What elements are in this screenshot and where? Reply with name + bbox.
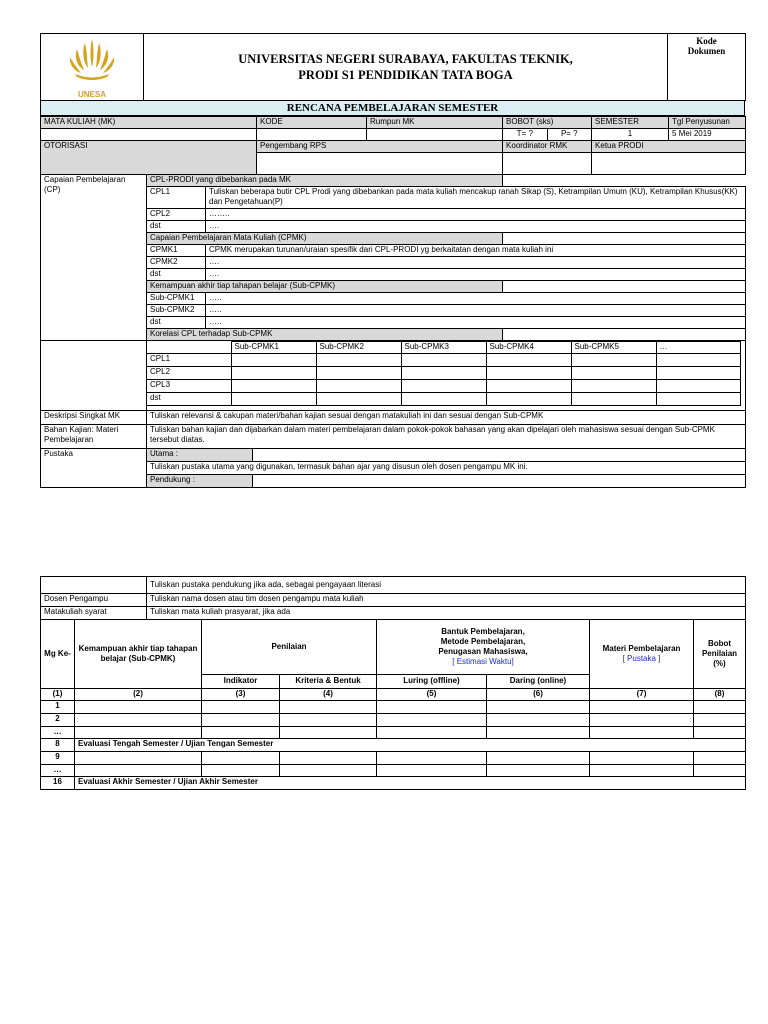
week-number: 8 [41, 738, 75, 751]
koordinator-label: Koordinator RMK [503, 140, 592, 152]
university-line-2: PRODI S1 PENDIDIKAN TATA BOGA [298, 68, 513, 82]
korelasi-row-cpl2: CPL2 [147, 366, 231, 379]
bantuk-header [377, 620, 590, 674]
pendukung-text: Tuliskan pustaka pendukung jika ada, sebagai pengayaan literasi [147, 577, 746, 594]
cell[interactable] [694, 764, 746, 776]
pengembang-value[interactable] [257, 152, 503, 174]
semester-label: SEMESTER [592, 116, 669, 128]
korelasi-row-cpl3: CPL3 [147, 379, 231, 392]
korelasi-row-cpl1: CPL1 [147, 353, 231, 366]
cpmk2-code: CPMK2 [147, 256, 206, 268]
blank-cell [503, 174, 746, 186]
matrix-cell[interactable] [486, 366, 571, 379]
kemampuan-header: Kemampuan akhir tiap tahapan belajar (Sub-CPMK) [75, 620, 202, 688]
matrix-cell[interactable] [571, 353, 656, 366]
blank-cell [503, 328, 746, 340]
kode-label-1: Kode [696, 36, 717, 46]
bobot-line-3: (%) [713, 658, 726, 668]
tgl-label: Tgl Penyusunan [669, 116, 746, 128]
week-number: 1 [41, 700, 75, 713]
table-row [41, 764, 746, 776]
mg-header: Mg Ke- [41, 620, 75, 688]
matrix-cell[interactable] [231, 379, 316, 392]
dst2-code: dst [147, 268, 206, 280]
cell[interactable] [75, 713, 202, 726]
matrix-cell[interactable] [486, 392, 571, 405]
daring-header: Daring (online) [487, 674, 590, 688]
bobot-line-2: Penilaian [701, 648, 738, 658]
cpl1-text: Tuliskan beberapa butir CPL Prodi yang dibebankan pada mata kuliah mencakup ranah Sikap (S), Ketrampilan Umum (KU), Ketrampilan Khusus(KK) dan Pengetahuan(P) [206, 186, 746, 208]
dst2-text: …. [206, 268, 746, 280]
cell[interactable] [377, 764, 487, 776]
header-table [40, 33, 746, 101]
cell[interactable] [694, 700, 746, 713]
unesa-logo [61, 35, 123, 91]
bobot-label: BOBOT (sks) [503, 116, 592, 128]
syarat-label: Matakuliah syarat [41, 607, 147, 620]
cell[interactable] [75, 700, 202, 713]
matrix-cell[interactable] [401, 379, 486, 392]
blank-cell [253, 475, 746, 488]
col-num-6: (6) [487, 688, 590, 700]
uts-row: Evaluasi Tengah Semester / Ujian Tengan Semester [75, 738, 746, 751]
cpmk-header: Capaian Pembelajaran Mata Kuliah (CPMK) [147, 232, 503, 244]
bantuk-line-3: Penugasan Mahasiswa, [438, 646, 528, 656]
uas-row: Evaluasi Akhir Semester / Ujian Akhir Semester [75, 776, 746, 789]
tgl-value[interactable]: 5 Mei 2019 [669, 128, 746, 140]
cell[interactable] [202, 726, 280, 738]
cell[interactable] [75, 764, 202, 776]
cell[interactable] [280, 751, 377, 764]
koordinator-value[interactable] [503, 152, 592, 174]
pengembang-label: Pengembang RPS [257, 140, 503, 152]
pustaka-label: Pustaka [41, 449, 147, 488]
matrix-corner [147, 341, 231, 353]
cpl2-code: CPL2 [147, 208, 206, 220]
page2-info-table [40, 576, 746, 620]
main-table [40, 116, 746, 341]
kode-value[interactable] [257, 128, 367, 140]
rumpun-label: Rumpun MK [367, 116, 503, 128]
p-value: P= ? [560, 128, 578, 138]
cpl2-text: …….. [206, 208, 746, 220]
korelasi-col-1: Sub-CPMK1 [231, 341, 316, 353]
dst3-code: dst [147, 316, 206, 328]
cpmk1-text: CPMK merupakan turunan/uraian spesifik dari CPL-PRODI yg berkaitatan dengan mata kuliah ini [206, 244, 746, 256]
syarat-text: Tuliskan mata kuliah prasyarat, jika ada [147, 607, 746, 620]
matrix-cell[interactable] [231, 392, 316, 405]
matrix-cell[interactable] [571, 379, 656, 392]
matrix-cell[interactable] [316, 353, 401, 366]
matrix-cell[interactable] [656, 379, 740, 392]
detail-table [40, 411, 746, 489]
cpl1-code: CPL1 [147, 186, 206, 208]
cell[interactable] [487, 700, 590, 713]
bobot-value[interactable] [503, 128, 592, 140]
cell[interactable] [202, 713, 280, 726]
kode-dokumen-cell [668, 34, 746, 101]
cell[interactable] [377, 726, 487, 738]
pustaka-utama-label: Utama : [147, 449, 253, 462]
penilaian-header: Penilaian [202, 620, 377, 674]
korelasi-matrix [147, 341, 741, 406]
dst3-text: ….. [206, 316, 746, 328]
otorisasi-label: OTORISASI [41, 140, 257, 174]
sub1-text: ….. [206, 292, 746, 304]
schedule-table [40, 620, 746, 790]
korelasi-col-6: … [656, 341, 740, 353]
korelasi-col-2: Sub-CPMK2 [316, 341, 401, 353]
matrix-cell[interactable] [656, 353, 740, 366]
matrix-cell[interactable] [656, 366, 740, 379]
blank-cell [503, 232, 746, 244]
mata-kuliah-label: MATA KULIAH (MK) [41, 116, 257, 128]
korelasi-col-5: Sub-CPMK5 [571, 341, 656, 353]
cell[interactable] [590, 726, 694, 738]
cell[interactable] [377, 700, 487, 713]
cell[interactable] [694, 751, 746, 764]
deskripsi-text: Tuliskan relevansi & cakupan materi/bahan kajian sesuai dengan matakuliah ini dan sesuai dengan Sub-CPMK [147, 411, 746, 425]
cpmk2-text: …. [206, 256, 746, 268]
subcpmk-header: Kemampuan akhir tiap tahapan belajar (Sub-CPMK) [147, 280, 503, 292]
rps-form-page2 [40, 576, 745, 790]
matrix-cell[interactable] [486, 379, 571, 392]
matrix-cell[interactable] [656, 392, 740, 405]
week-number: … [41, 764, 75, 776]
cell[interactable] [75, 751, 202, 764]
rumpun-value[interactable] [367, 128, 503, 140]
title-table [40, 101, 745, 116]
table-row [41, 751, 746, 764]
cell[interactable] [280, 726, 377, 738]
week-number: 9 [41, 751, 75, 764]
week-number: 16 [41, 776, 75, 789]
bobot-line-1: Bobot [707, 638, 732, 648]
cell[interactable] [590, 700, 694, 713]
luring-header: Luring (offline) [377, 674, 487, 688]
matrix-cell[interactable] [401, 353, 486, 366]
table-row [41, 700, 746, 713]
cell[interactable] [280, 713, 377, 726]
dosen-text: Tuliskan nama dosen atau tim dosen pengampu mata kuliah [147, 594, 746, 607]
bahan-label: Bahan Kajian: Materi Pembelajaran [41, 425, 147, 449]
sub2-text: ….. [206, 304, 746, 316]
ketua-value[interactable] [592, 152, 746, 174]
week-number: 2 [41, 713, 75, 726]
dst1-code: dst [147, 220, 206, 232]
matrix-cell[interactable] [486, 353, 571, 366]
logo-text: UNESA [77, 89, 106, 99]
col-num-8: (8) [694, 688, 746, 700]
cell[interactable] [590, 764, 694, 776]
col-num-5: (5) [377, 688, 487, 700]
cell[interactable] [280, 764, 377, 776]
cp-label: Capaian Pembelajaran (CP) [41, 174, 147, 340]
bantuk-line-2: Metode Pembelajaran, [440, 636, 526, 646]
table-row [41, 776, 746, 789]
col-num-4: (4) [280, 688, 377, 700]
semester-value[interactable]: 1 [592, 128, 669, 140]
col-num-7: (7) [590, 688, 694, 700]
bahan-text: Tuliskan bahan kajian dan dijabarkan dalam materi pembelajaran dalam pokok-pokok bahasan yang akan dipelajari oleh mahasiswa sesuai dengan Sub-CPMK tersebut diatas. [147, 425, 746, 449]
cell[interactable] [590, 713, 694, 726]
sub2-code: Sub-CPMK2 [147, 304, 206, 316]
university-name [144, 34, 668, 101]
cell[interactable] [202, 700, 280, 713]
col-num-1: (1) [41, 688, 75, 700]
korelasi-header: Korelasi CPL terhadap Sub-CPMK [147, 328, 503, 340]
week-number: … [41, 726, 75, 738]
bantuk-line-1: Bantuk Pembelajaran, [441, 626, 525, 636]
blank-cell [253, 449, 746, 462]
korelasi-col-4: Sub-CPMK4 [486, 341, 571, 353]
cpmk1-code: CPMK1 [147, 244, 206, 256]
cell[interactable] [694, 713, 746, 726]
cpl-prodi-header: CPL-PRODI yang dibebankan pada MK [147, 174, 503, 186]
mata-kuliah-value[interactable] [41, 128, 257, 140]
cell[interactable] [487, 713, 590, 726]
korelasi-col-3: Sub-CPMK3 [401, 341, 486, 353]
cell[interactable] [202, 764, 280, 776]
matrix-cell[interactable] [316, 379, 401, 392]
materi-pustaka: [ Pustaka ] [622, 653, 661, 663]
matrix-cell[interactable] [231, 366, 316, 379]
matrix-cell[interactable] [316, 392, 401, 405]
cell[interactable] [280, 700, 377, 713]
matrix-cell[interactable] [401, 366, 486, 379]
table-row [41, 726, 746, 738]
document-title: RENCANA PEMBELAJARAN SEMESTER [41, 101, 745, 115]
cell[interactable] [590, 751, 694, 764]
cell[interactable] [377, 751, 487, 764]
matrix-cell[interactable] [571, 366, 656, 379]
ketua-label: Ketua PRODI [592, 140, 746, 152]
blank-cell [41, 577, 147, 594]
bantuk-line-4: [ Estimasi Waktu] [452, 656, 514, 666]
cell[interactable] [487, 726, 590, 738]
cell[interactable] [202, 751, 280, 764]
blank-cell [503, 280, 746, 292]
matrix-cell[interactable] [571, 392, 656, 405]
cell[interactable] [694, 726, 746, 738]
matrix-cell[interactable] [316, 366, 401, 379]
korelasi-row-dst: dst [147, 392, 231, 405]
indikator-header: Indikator [202, 674, 280, 688]
cell[interactable] [487, 764, 590, 776]
dst1-text: …. [206, 220, 746, 232]
deskripsi-label: Deskripsi Singkat MK [41, 411, 147, 425]
korelasi-wrapper [40, 341, 746, 411]
logo-cell [41, 34, 144, 101]
cell[interactable] [377, 713, 487, 726]
cell[interactable] [487, 751, 590, 764]
matrix-cell[interactable] [401, 392, 486, 405]
kriteria-header: Kriteria & Bentuk [280, 674, 377, 688]
matrix-cell[interactable] [231, 353, 316, 366]
table-row [41, 738, 746, 751]
t-value: T= ? [503, 129, 547, 140]
rps-form-page1 [40, 33, 745, 488]
kode-label-2: Dokumen [687, 46, 726, 56]
col-num-2: (2) [75, 688, 202, 700]
col-num-3: (3) [202, 688, 280, 700]
university-line-1: UNIVERSITAS NEGERI SURABAYA, FAKULTAS TEKNIK, [238, 52, 573, 66]
kode-label: KODE [257, 116, 367, 128]
sub1-code: Sub-CPMK1 [147, 292, 206, 304]
materi-label: Materi Pembelajaran [602, 643, 681, 653]
materi-header [590, 620, 694, 688]
bobot-header [694, 620, 746, 688]
pustaka-pendukung-label: Pendukung : [147, 475, 253, 488]
korelasi-spacer [41, 341, 147, 411]
pustaka-utama-text: Tuliskan pustaka utama yang digunakan, termasuk bahan ajar yang disusun oleh dosen pengampu MK ini. [147, 462, 746, 475]
korelasi-cell [147, 341, 746, 411]
dosen-label: Dosen Pengampu [41, 594, 147, 607]
cell[interactable] [75, 726, 202, 738]
table-row [41, 713, 746, 726]
